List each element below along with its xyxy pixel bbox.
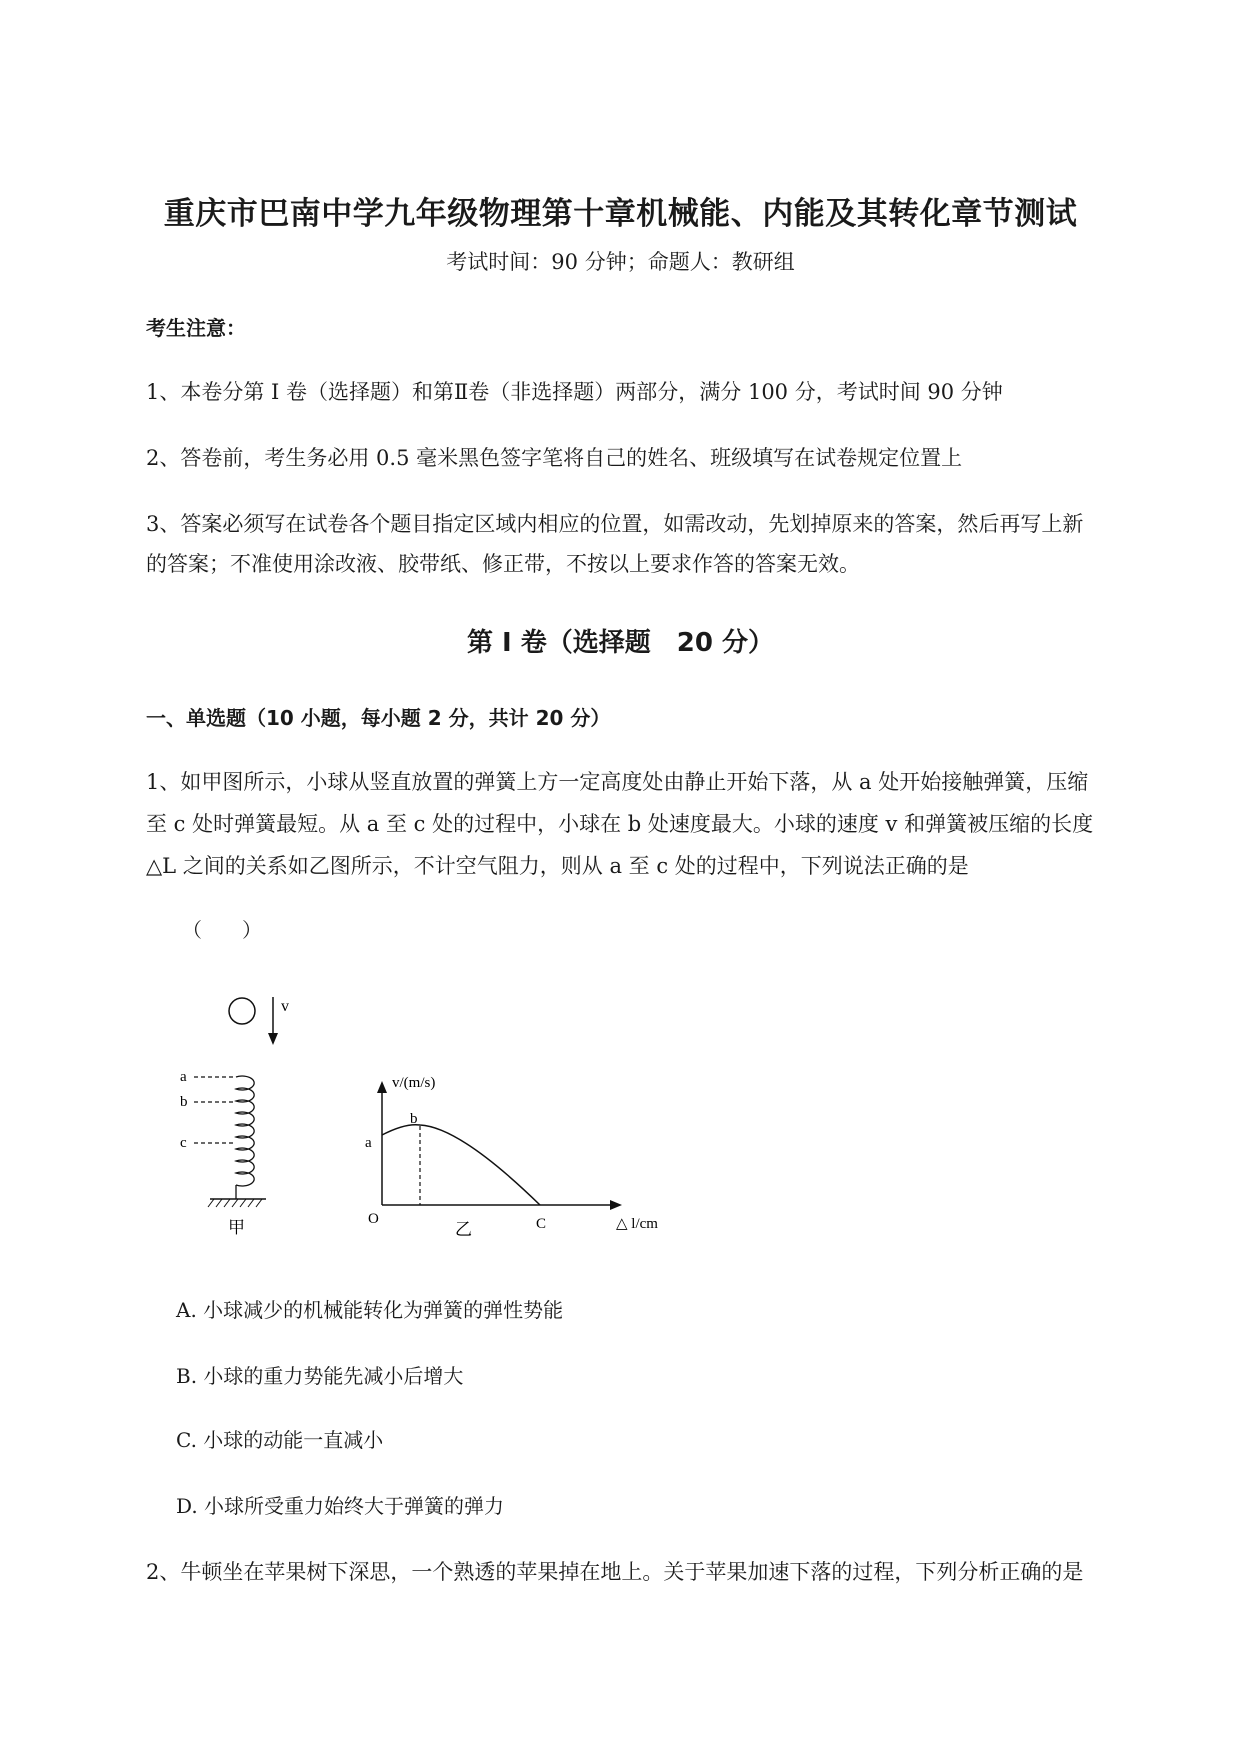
section-title: 第 I 卷（选择题 20 分） bbox=[466, 628, 774, 658]
question-2-line-1: 2、牛顿坐在苹果树下深思，一个熟透的苹果掉在地上。关于苹果加速下落的过程，下列分析正确的是 bbox=[146, 1560, 1084, 1584]
origin-label: O bbox=[368, 1211, 379, 1227]
option-c: C. 小球的动能一直减小 bbox=[176, 1428, 384, 1452]
ball-with-velocity bbox=[229, 997, 289, 1045]
spring-figure bbox=[180, 1069, 266, 1237]
velocity-label: v bbox=[281, 998, 289, 1015]
spring-label-c: c bbox=[180, 1135, 187, 1151]
velocity-curve bbox=[382, 1125, 540, 1205]
curve-label-a: a bbox=[365, 1135, 372, 1151]
notice-item-3-cont: 的答案；不准使用涂改液、胶带纸、修正带，不按以上要求作答的答案无效。 bbox=[146, 552, 860, 576]
question-1-line-3: △L 之间的关系如乙图所示，不计空气阻力，则从 a 至 c 处的过程中，下列说法正确的是 bbox=[146, 854, 969, 878]
curve-label-c: C bbox=[536, 1216, 547, 1232]
question-1-figure bbox=[170, 985, 690, 1259]
exam-subtitle: 考试时间：90 分钟；命题人：教研组 bbox=[446, 250, 795, 274]
notice-item-2: 2、答卷前，考生务必用 0.5 毫米黑色签字笔将自己的姓名、班级填写在试卷规定位置上 bbox=[146, 446, 963, 470]
option-b: B. 小球的重力势能先减小后增大 bbox=[176, 1364, 464, 1388]
x-axis-label: △ l/cm bbox=[616, 1216, 658, 1232]
answer-bracket: （ ） bbox=[182, 918, 262, 942]
y-axis-label: v/(m/s) bbox=[392, 1075, 436, 1091]
spring-label-b: b bbox=[180, 1094, 188, 1110]
velocity-graph bbox=[365, 1075, 658, 1239]
spring-label-a: a bbox=[180, 1069, 187, 1085]
spring-velocity-diagram bbox=[170, 985, 690, 1255]
part-heading: 一、单选题（10 小题，每小题 2 分，共计 20 分） bbox=[146, 706, 611, 730]
yi-label: 乙 bbox=[455, 1220, 472, 1239]
spring-icon bbox=[236, 1076, 254, 1186]
option-a: A. 小球减少的机械能转化为弹簧的弹性势能 bbox=[176, 1298, 564, 1322]
notice-item-1: 1、本卷分第 I 卷（选择题）和第Ⅱ卷（非选择题）两部分，满分 100 分，考试时间 90 分钟 bbox=[146, 380, 1003, 404]
question-1-line-1: 1、如甲图所示，小球从竖直放置的弹簧上方一定高度处由静止开始下落，从 a 处开始接触弹簧，压缩 bbox=[146, 770, 1089, 794]
notice-heading: 考生注意： bbox=[146, 316, 246, 340]
ball-icon bbox=[229, 998, 255, 1024]
question-1-line-2: 至 c 处时弹簧最短。从 a 至 c 处的过程中，小球在 b 处速度最大。小球的速度 v 和弹簧被压缩的长度 bbox=[146, 812, 1094, 836]
document-title: 重庆市巴南中学九年级物理第十章机械能、内能及其转化章节测试 bbox=[163, 196, 1078, 232]
option-d: D. 小球所受重力始终大于弹簧的弹力 bbox=[176, 1494, 505, 1518]
notice-item-3: 3、答案必须写在试卷各个题目指定区域内相应的位置，如需改动，先划掉原来的答案，然后再写上新 bbox=[146, 512, 1084, 536]
jia-label: 甲 bbox=[228, 1218, 245, 1237]
curve-label-b: b bbox=[410, 1111, 418, 1127]
